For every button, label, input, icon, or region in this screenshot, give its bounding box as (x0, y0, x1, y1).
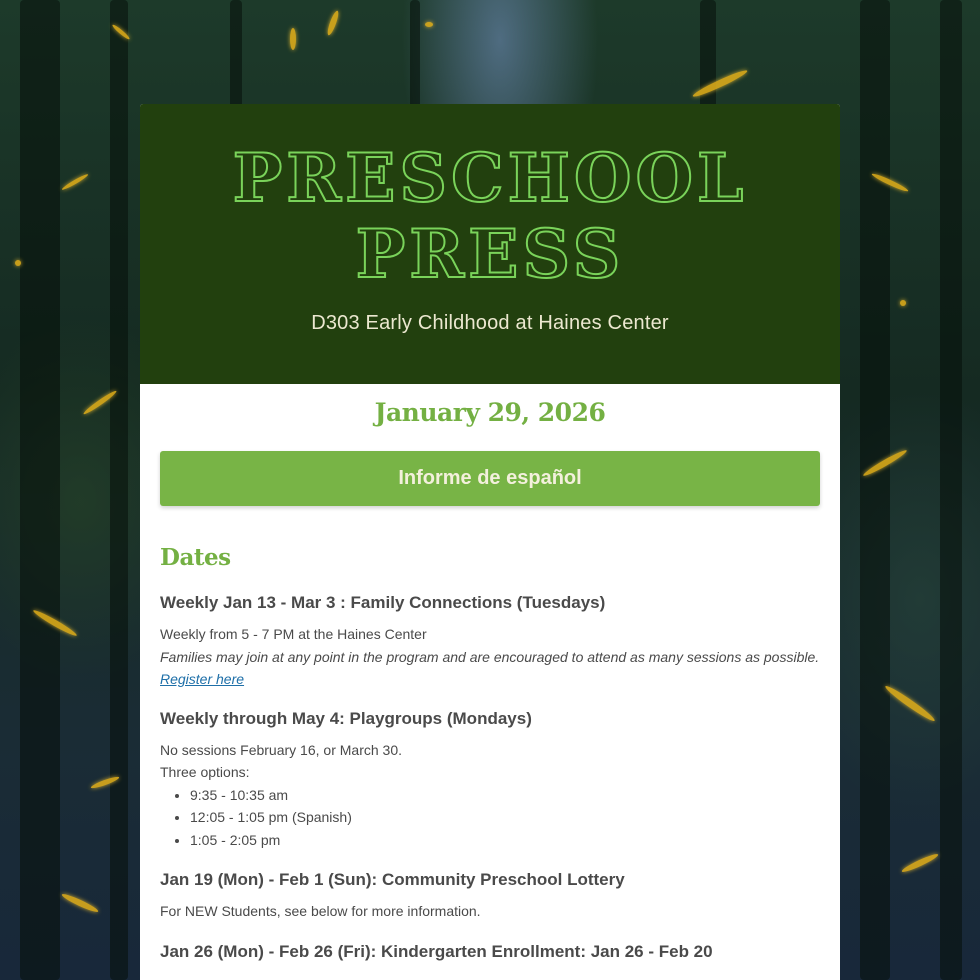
list-item: • 12:05 - 1:05 pm (Spanish) (190, 806, 820, 829)
section-title-dates: Dates (160, 544, 231, 571)
newsletter-title (140, 140, 840, 292)
newsletter-card (140, 104, 840, 980)
list-item: • 9:35 - 10:35 am (190, 784, 820, 807)
event-playgroups (160, 708, 820, 852)
title-line-2: PRESS (355, 215, 625, 293)
title-line-1: PRESCHOOL (232, 139, 748, 217)
event-family-connections (160, 592, 820, 691)
event-detail: Weekly from 5 - 7 PM at the Haines Center (160, 626, 427, 642)
masthead (140, 104, 840, 384)
event-kindergarten-enrollment (160, 941, 820, 963)
register-link[interactable]: Register here (160, 671, 245, 687)
playgroup-options-list (160, 784, 820, 852)
issue-date: January 29, 2026 (374, 398, 606, 427)
event-detail: Three options: (160, 764, 250, 780)
event-preschool-lottery (160, 869, 820, 923)
event-note-text: Families may join at any point in the program and are encouraged to attend as many sessions as possible. (160, 648, 820, 665)
spanish-report-button[interactable]: Informe de español (160, 451, 820, 506)
event-heading: Jan 26 (Mon) - Feb 26 (Fri): Kindergarten Enrollment: Jan 26 - Feb 20 (160, 941, 713, 961)
event-note (160, 646, 820, 691)
event-detail: No sessions February 16, or March 30. (160, 741, 402, 758)
masthead-subtitle: D303 Early Childhood at Haines Center (311, 312, 669, 334)
list-item: • 1:05 - 2:05 pm (190, 829, 820, 852)
event-detail: For NEW Students, see below for more information. (160, 903, 481, 919)
event-heading: Jan 19 (Mon) - Feb 1 (Sun): Community Preschool Lottery (160, 870, 625, 889)
event-heading: Weekly Jan 13 - Mar 3 : Family Connections (Tuesdays) (160, 593, 606, 612)
event-heading: Weekly through May 4: Playgroups (Mondays) (160, 708, 532, 728)
